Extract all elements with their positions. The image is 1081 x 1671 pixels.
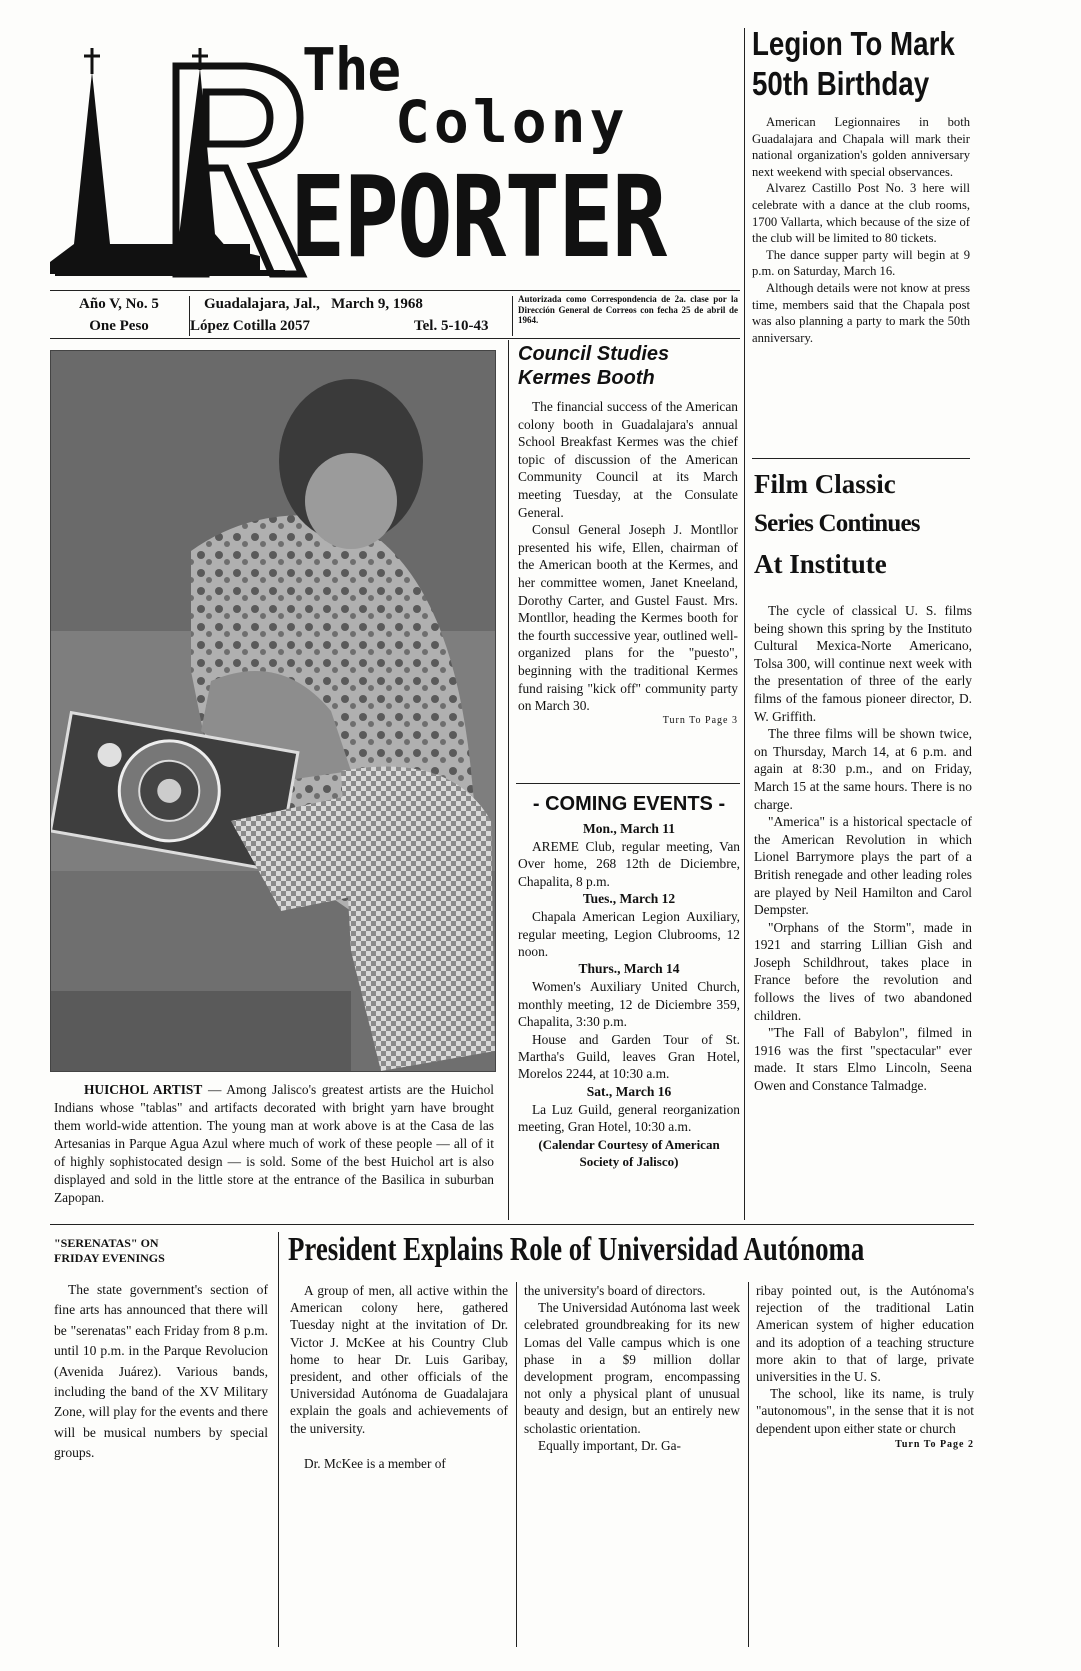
- events-credit: (Calendar Courtesy of American Society of Jalisco): [538, 1136, 720, 1169]
- council-headline-2: Kermes Booth: [518, 367, 655, 389]
- legion-article: [752, 24, 970, 346]
- event-day: Thurs., March 14: [578, 961, 680, 977]
- coming-events: [518, 792, 740, 1170]
- masthead-bottom-rule: [50, 338, 740, 339]
- legion-headline-1: Legion To Mark: [752, 25, 955, 62]
- event-day: Tues., March 12: [582, 891, 676, 907]
- university-headline: President Explains Role of Universidad Autónoma: [288, 1231, 865, 1268]
- legion-paragraph: Although details were not know at press time, members said that the Chapala post was also planning a party to mark the 50th anniversary.: [752, 280, 970, 345]
- university-paragraph: Equally important, Dr. Ga-: [538, 1437, 681, 1453]
- university-paragraph: ribay pointed out, is the Autónoma's rejection of the traditional Latin American system of higher education and its adoption of a teaching structure more akin to that of large, private universities in the U. S.: [756, 1283, 974, 1385]
- film-headline-2: Series Continues: [754, 510, 920, 537]
- photo-illustration: [51, 351, 495, 1071]
- bottom-col-rule-1: [278, 1232, 279, 1647]
- postal-notice: Autorizada como Correspondencia de 2a. clase por la Dirección General de Correos con fecha 25 de abril de 1964.: [518, 294, 738, 325]
- council-headline-1: Council Studies: [518, 343, 670, 365]
- university-paragraph: The Universidad Autónoma last week celebrated groundbreaking for its new Lomas del Valle campus which is one phase in a $9 million dollar development program, encompassing not only a physical plant of unusual beauty and design, but an entirely new scholastic orientation.: [524, 1300, 740, 1436]
- event-text: La Luz Guild, general reorganization meeting, Gran Hotel, 10:30 a.m.: [518, 1101, 740, 1135]
- events-heading: - COMING EVENTS -: [532, 793, 726, 815]
- legion-paragraph: American Legionnaires in both Guadalajara and Chapala will mark their national organization's golden anniversary next weekend with special observances.: [752, 115, 970, 179]
- photo-caption: [54, 1081, 494, 1207]
- film-paragraph: The cycle of classical U. S. films being shown this spring by the Instituto Cultural Mexica-Norte Americano, Tolsa 300, will continue next week with the presentation of three of the early films of the famous pioneer director, D. W. Griffith.: [754, 603, 972, 724]
- phone: Tel. 5-10-43: [414, 318, 489, 334]
- events-top-rule: [516, 783, 740, 784]
- film-top-rule: [752, 458, 970, 459]
- city-date: Guadalajara, Jal., March 9, 1968: [204, 296, 423, 312]
- university-paragraph: the university's board of directors.: [524, 1283, 706, 1298]
- photo-caption-lead: HUICHOL ARTIST: [84, 1082, 203, 1097]
- event-day: Mon., March 11: [583, 821, 675, 836]
- bottom-section-rule: [50, 1224, 974, 1225]
- col-rule-2: [744, 28, 745, 1220]
- masthead-the: The: [302, 36, 401, 105]
- film-paragraph: "Orphans of the Storm", made in 1921 and starring Lillian Gish and Joseph Schildhrout, takes place in France before the revolution and follows the lives of two abandoned children.: [754, 919, 972, 1023]
- serenatas-headline-1: "SERENATAS" ON: [54, 1236, 159, 1250]
- council-article: [518, 342, 738, 726]
- film-article: [754, 464, 972, 1095]
- council-jump: Turn To Page 3: [662, 714, 738, 726]
- university-col-2: [524, 1282, 740, 1454]
- legion-headline-2: 50th Birthday: [752, 65, 930, 102]
- event-day: Sat., March 16: [586, 1083, 672, 1099]
- address: López Cotilla 2057: [190, 318, 310, 334]
- council-paragraph-2: Consul General Joseph J. Montllor presented his wife, Ellen, chairman of the American booth at the Kermes, and her committee women, Janet Kneeland, Dorothy Carter, and Gustel Faust. Mrs. Montllor, heading the Kermes booth for the fourth successive year, outlined well-organized plans for the "puesto", beginning with the traditional Kermes fund raising "kick off" community party on March 30.: [518, 522, 738, 714]
- university-col-3: [756, 1282, 974, 1450]
- bottom-col-rule-2: [516, 1282, 517, 1647]
- masthead-divider-2: [512, 296, 513, 336]
- masthead-reporter: EPORTER: [290, 153, 666, 283]
- film-headline-1: Film Classic: [754, 469, 896, 499]
- film-paragraph: The three films will be shown twice, on Thursday, March 14, at 6 p.m. and again at 8:30 p.m., and on Friday, March 15 at the same hours. There is no charge.: [754, 726, 972, 812]
- masthead: [50, 36, 740, 286]
- film-paragraph: "The Fall of Babylon", filmed in 1916 was the first "spectacular" ever made. It stars Elmo Lincoln, Seena Owen and Constance Talmadge.: [754, 1025, 972, 1094]
- serenatas-paragraph: The state government's section of fine arts has announced that there will be "serenatas" each Friday from 8 p.m. until 10 p.m. in the Parque Revolucion (Avenida Juárez). Various bands, including the band of the XV Military Zone, will play for the events and there will be musical numbers by special groups.: [54, 1282, 268, 1461]
- event-text: Chapala American Legion Auxiliary, regular meeting, Legion Clubrooms, 12 noon.: [518, 909, 740, 960]
- event-text: House and Garden Tour of St. Martha's Guild, leaves Gran Hotel, Morelos 2244, at 10:30 a.m.: [518, 1031, 740, 1082]
- university-paragraph: A group of men, all active within the American colony here, gathered Tuesday night at the invitation of Dr. Victor J. McKee at his Country Club home to hear Dr. Luis Garibay, president, and other officials of the Universidad Autónoma de Guadalajara explain the goals and achievements of the university.: [290, 1283, 508, 1436]
- masthead-colony: Colony: [395, 88, 629, 156]
- col-rule-1: [508, 340, 509, 1220]
- legion-paragraph: Alvarez Castillo Post No. 3 here will celebrate with a dance at the club rooms, 1700 Vallarta, which because of the size of the club will be limited to 80 tickets.: [752, 181, 970, 246]
- price: One Peso: [89, 318, 149, 334]
- film-headline-3: At Institute: [754, 549, 887, 579]
- university-paragraph: Dr. McKee is a member of: [304, 1455, 446, 1471]
- event-text: Women's Auxiliary United Church, monthly meeting, 12 de Diciembre 359, Chapalita, 3:30 p.m.: [518, 979, 740, 1030]
- council-paragraph-1: The financial success of the American colony booth in Guadalajara's annual School Breakfast Kermes was the chief topic of discussion of the American Community Council at its March meeting Tuesday, at the Consulate General.: [518, 399, 738, 520]
- photo-caption-text: — Among Jalisco's greatest artists are the Huichol Indians whose "tablas" and artifacts decorated with bright yarn have brought them world-wide attention. The young man at work above is at the Casa de las Artesanias in Parque Agua Azul where much of work of these people — all of it of highly sophistocated design — is sold. Some of the best Huichol art is also displayed and sold in the little store at the entrance of the Basilica in suburban Zapopan.: [54, 1082, 494, 1205]
- issue-number: Año V, No. 5: [79, 296, 159, 312]
- university-paragraph: The school, like its name, is truly "autonomous", in the sense that it is not dependent upon either state or church: [756, 1386, 974, 1436]
- huichol-artist-photo: [50, 350, 496, 1072]
- bottom-col-rule-3: [748, 1282, 749, 1647]
- film-paragraph: "America" is a historical spectacle of the American Revolution in which Lionel Barrymore plays the part of a British renegade and other leading roles are played by Neil Hamilton and Carol Dempster.: [754, 814, 972, 918]
- serenatas-headline-2: FRIDAY EVENINGS: [54, 1251, 165, 1265]
- legion-paragraph: The dance supper party will begin at 9 p.m. on Saturday, March 16.: [752, 247, 970, 279]
- university-jump: Turn To Page 2: [895, 1438, 974, 1450]
- university-col-1: [290, 1282, 508, 1472]
- event-text: AREME Club, regular meeting, Van Over home, 268 12th de Diciembre, Chapalita, 8 p.m.: [518, 839, 740, 889]
- serenatas-article: [54, 1236, 268, 1464]
- masthead-top-rule: [50, 290, 740, 291]
- reporter-initial-r: [168, 56, 308, 281]
